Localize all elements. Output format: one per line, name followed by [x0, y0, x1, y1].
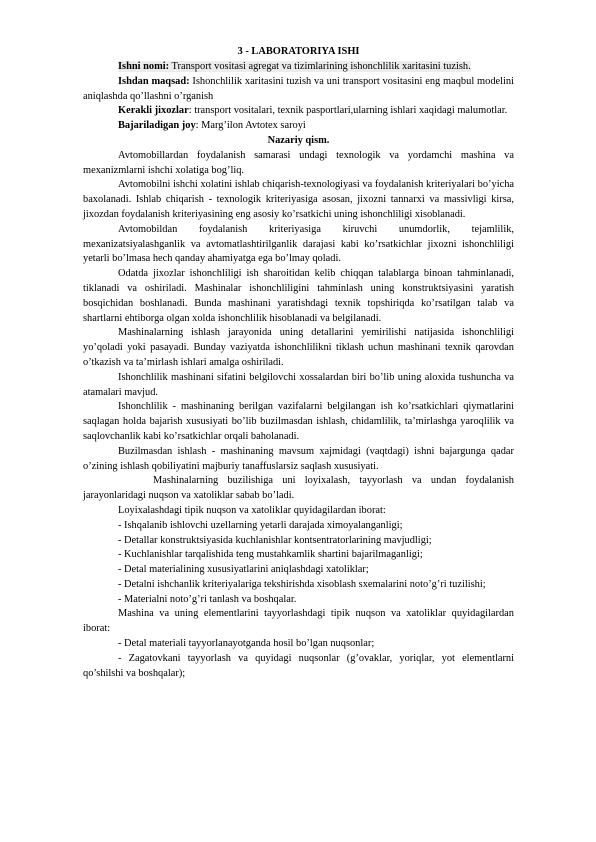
list-item: - Ishqalanib ishlovchi uzellarning yetarli darajada ximoyalanganligi; — [118, 519, 403, 531]
paragraph: Mashinalarning ishlash jarayonida uning detallarini yemirilishi natijasida ishonchliligi yo’qoladi yoki pasayadi. Bunday vaziyatda ishonchlilikni tiklash uchun mashinani texnik qarovdan o’tkazish va ta’mirlash ishlari amalga oshiriladi. — [83, 327, 514, 368]
list-item: - Detal materialining xususiyatlarini aniqlashdagi xatoliklar; — [118, 564, 369, 576]
document-title: 3 - LABORATORIYA ISHI — [237, 46, 360, 57]
field-location — [83, 119, 514, 134]
list-intro: Mashina va uning elementlarini tayyorlashdagi tipik nuqson va xatoliklar quyidagilardan iborat: — [83, 608, 514, 635]
paragraph: Buzilmasdan ishlash - mashinaning mavsum xajmidagi (vaqtdagi) ishni bajargunga qadar o’zining ishlash qobiliyatini majburiy tanaffuslarsiz saqlash xususiyati. — [83, 445, 514, 472]
field-label: Ishni nomi: — [118, 61, 170, 72]
paragraph: Ishonchlilik mashinani sifatini belgilovchi xossalardan biri bo’lib uning aloxida tushuncha va atamalari mavjud. — [83, 371, 514, 398]
list-item: - Detalni ishchanlik kriteriyalariga tekshirishda xisoblash sxemalarini noto’g’ri tuzilishi; — [118, 578, 486, 590]
field-label: Kerakli jixozlar — [118, 105, 189, 117]
paragraph: Avtomobildan foydalanish kriteriyasiga kiruvchi unumdorlik, tejamlilik, mexanizatsiyalashganlik va avtomatlashtirilganlik darajasi kabi ko’rsatkichlar jixozni ishonchliligi yetarli bo’lmasa hech qanday ahamiyatga ega bo’lmay qoladi. — [83, 223, 514, 265]
field-work-name — [83, 60, 514, 75]
paragraph: Odatda jixozlar ishonchliligi ish sharoitidan kelib chiqqan talablarga binoan tahminlanadi, tiklanadi va oshiriladi. Mashinalar ishonchliligini tahminlash uning konstruktsiyasini yaratish bosqichidan boshlanadi. Bunda mashinani yaratishdagi texnik topshiriqda ko’rsatilgan talab va shartlarni ehtiborga olgan xolda ishonchlilik hisoblanadi va belgilanadi. — [83, 268, 514, 324]
field-text: : transport vositalari, texnik pasportlari,ularning ishlari xaqidagi malumotlar. — [188, 105, 508, 117]
field-label: Ishdan maqsad: — [118, 75, 190, 87]
list-item: - Zagatovkani tayyorlash va quyidagi nuqsonlar (g’ovaklar, yoriqlar, yot elementlarni qo’shilshi va boshqalar); — [83, 652, 514, 679]
list-item: - Materialni noto’g’ri tanlash va boshqalar. — [118, 593, 297, 605]
list-item: - Kuchlanishlar tarqalishida teng mustahkamlik shartini bajarilmaganligi; — [118, 549, 423, 561]
field-text: Ishonchlilik xaritasini tuzish va uni transport vositasini eng maqbul modelini aniqlashda qo’llashni o’rganish — [83, 75, 514, 102]
field-text: : Marg’ilon Avtotex saroyi — [195, 120, 306, 132]
list-item: - Detallar konstruktsiyasida kuchlanishlar kontsentratorlarining mavjudligi; — [118, 534, 432, 546]
field-label: Bajariladigan joy — [118, 120, 196, 132]
field-equipment — [83, 104, 514, 119]
section-title: Nazariy qism. — [267, 134, 330, 146]
paragraph: Mashinalarning buzilishiga uni loyixalash, tayyorlash va undan foydalanish jarayonlaridagi nuqson va xatoliklar sabab bo’ladi. — [83, 475, 514, 502]
field-goal — [83, 75, 514, 105]
list-intro: Loyixalashdagi tipik nuqson va xatoliklar quyidagilardan iborat: — [118, 504, 386, 516]
field-text: Transport vositasi agregat va tizimlarining ishonchlilik xaritasini tuzish. — [169, 61, 471, 72]
paragraph: Ishonchlilik - mashinaning berilgan vazifalarni belgilangan ish ko’rsatkichlari qiymatlarini saqlagan holda bajarish xususiyati bo’lib buzilmasdan ishlash, chidamlilik, ta’mirlashga yaroqlilik va saqlovchanlik kabi ko’rsatkichlar orqali baholanadi. — [83, 401, 514, 442]
list-item: - Detal materiali tayyorlanayotganda hosil bo’lgan nuqsonlar; — [118, 638, 375, 650]
paragraph: Avtomobilni ishchi xolatini ishlab chiqarish-texnologiyasi va foydalanish kriteriyalari bo’yicha baxolanadi. Ishlab chiqarish - texnologik kriteriyasiga asosan, jixozni tannarxi va massivligi kirsa, jixozdan foydalanish kriteriyasining eng asosiy ko’rsatkichi uning ishonchliligi xisoblanadi. — [83, 179, 514, 220]
paragraph: Avtomobillardan foydalanish samarasi undagi texnologik va yordamchi mashina va mexanizmlarni ishchi xolatiga bog’liq. — [83, 149, 514, 176]
work-name-highlight — [118, 61, 471, 72]
